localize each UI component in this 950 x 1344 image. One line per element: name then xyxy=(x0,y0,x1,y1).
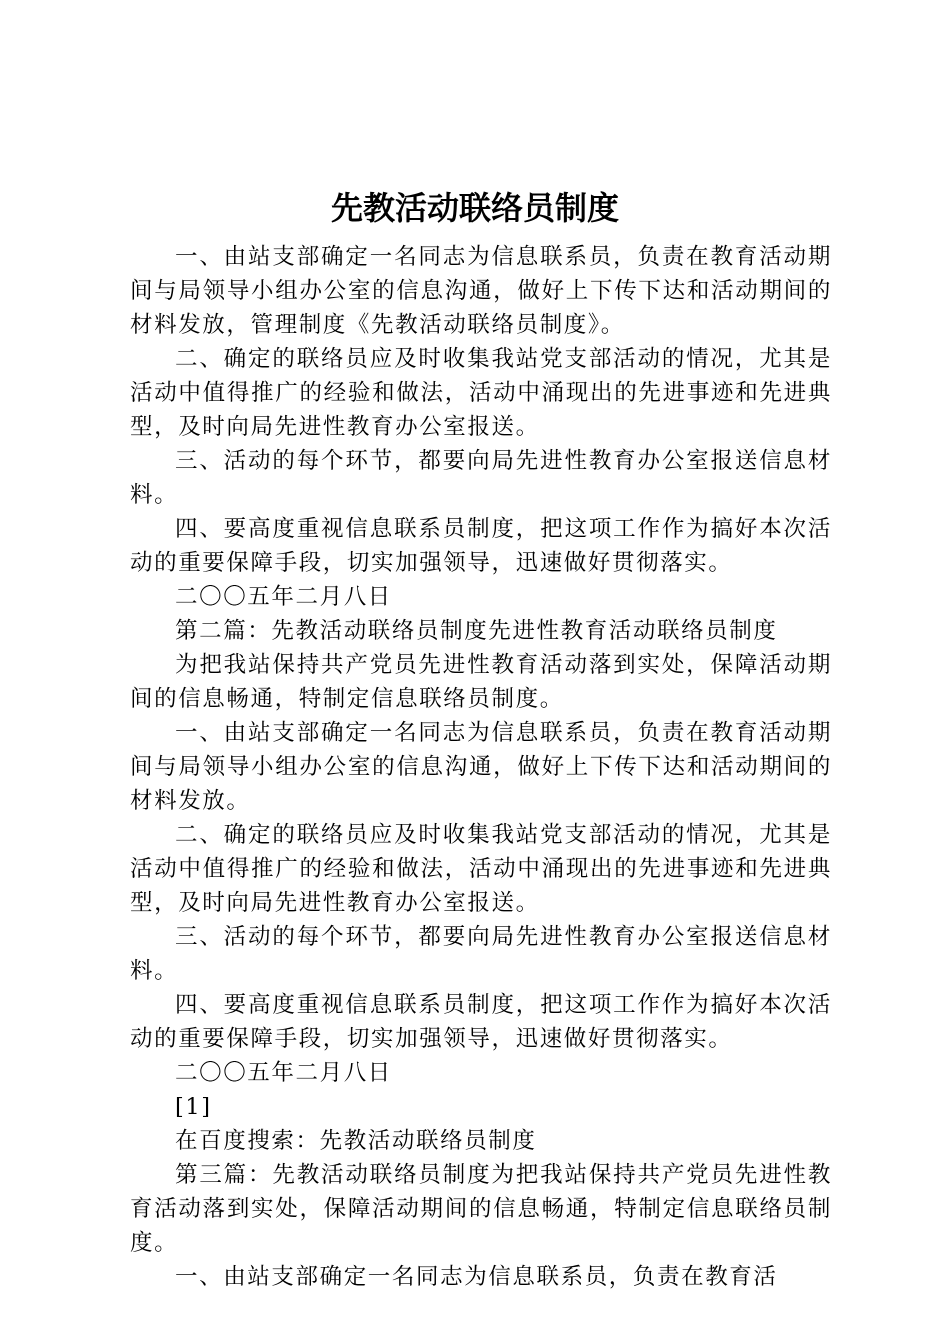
document-title: 先教活动联络员制度 xyxy=(330,189,619,227)
paragraph: 二、确定的联络员应及时收集我站党支部活动的情况，尤其是活动中值得推广的经验和做法，活动中涌现出的先进事迹和先进典型，及时向局先进性教育办公室报送。 xyxy=(130,346,832,440)
paragraph: 四、要高度重视信息联系员制度，把这项工作作为搞好本次活动的重要保障手段，切实加强领导，迅速做好贯彻落实。 xyxy=(130,992,832,1052)
paragraph: 一、由站支部确定一名同志为信息联系员，负责在教育活动期间与局领导小组办公室的信息沟通，做好上下传下达和活动期间的材料发放。 xyxy=(130,720,832,814)
paragraph: 三、活动的每个环节，都要向局先进性教育办公室报送信息材料。 xyxy=(130,924,832,984)
paragraph: 三、活动的每个环节，都要向局先进性教育办公室报送信息材料。 xyxy=(130,448,832,508)
date-line: 二〇〇五年二月八日 xyxy=(175,1060,392,1086)
document-body xyxy=(130,240,832,1294)
footnote-marker: [1] xyxy=(175,1094,212,1120)
paragraph: 二、确定的联络员应及时收集我站党支部活动的情况，尤其是活动中值得推广的经验和做法，活动中涌现出的先进事迹和先进典型，及时向局先进性教育办公室报送。 xyxy=(130,822,832,916)
paragraph: 四、要高度重视信息联系员制度，把这项工作作为搞好本次活动的重要保障手段，切实加强领导，迅速做好贯彻落实。 xyxy=(130,516,832,576)
section-heading: 第三篇：先教活动联络员制度为把我站保持共产党员先进性教育活动落到实处，保障活动期间的信息畅通，特制定信息联络员制度。 xyxy=(130,1162,832,1256)
section-heading: 第二篇：先教活动联络员制度先进性教育活动联络员制度 xyxy=(175,618,778,644)
paragraph: 为把我站保持共产党员先进性教育活动落到实处，保障活动期间的信息畅通，特制定信息联络员制度。 xyxy=(130,652,832,712)
date-line: 二〇〇五年二月八日 xyxy=(175,584,392,610)
paragraph: 一、由站支部确定一名同志为信息联系员，负责在教育活 xyxy=(175,1264,778,1290)
paragraph: 一、由站支部确定一名同志为信息联系员，负责在教育活动期间与局领导小组办公室的信息沟通，做好上下传下达和活动期间的材料发放，管理制度《先教活动联络员制度》。 xyxy=(130,244,832,338)
search-line: 在百度搜索：先教活动联络员制度 xyxy=(175,1128,537,1154)
